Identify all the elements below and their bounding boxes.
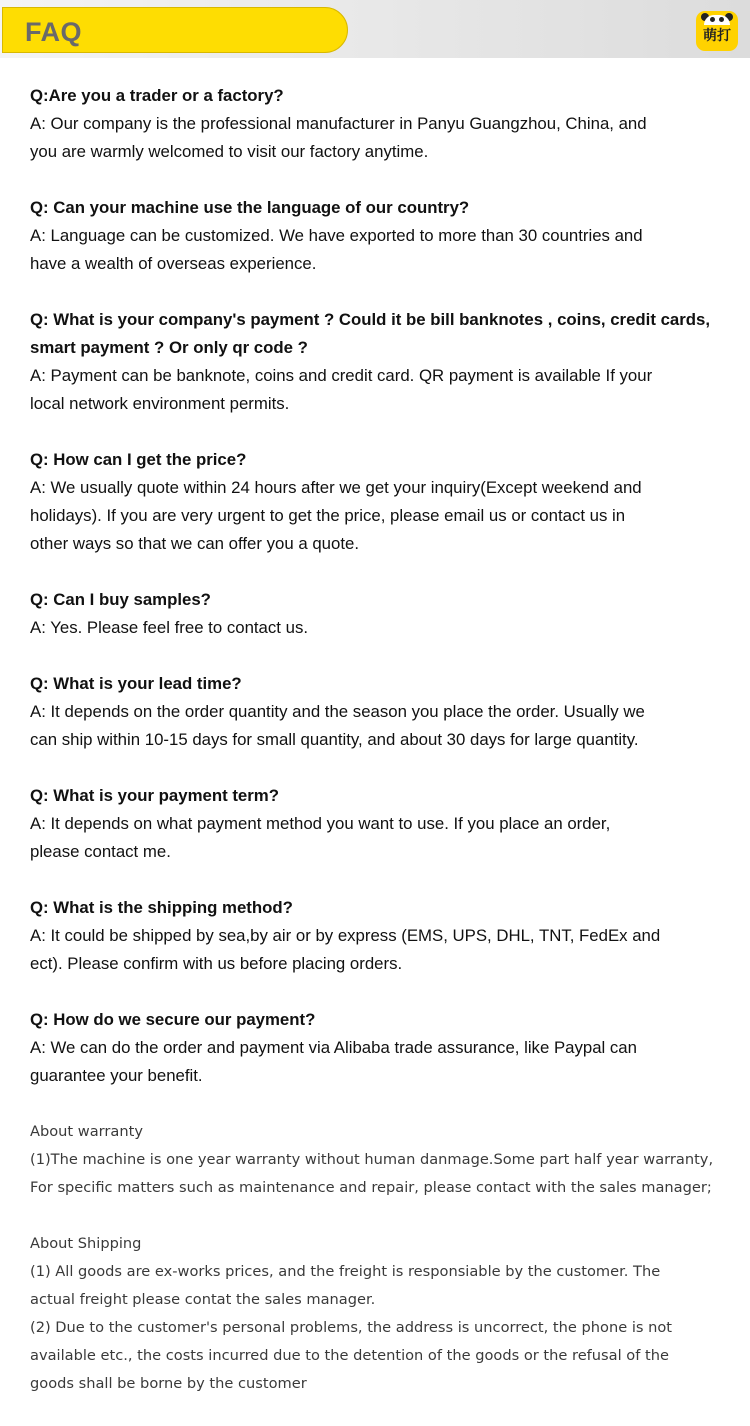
faq-content: [30, 82, 720, 1426]
shipping-section: [30, 1230, 720, 1398]
warranty-section: [30, 1118, 720, 1202]
faq-answer: A: We can do the order and payment via Alibaba trade assurance, like Paypal can guarantee your benefit.: [30, 1038, 637, 1085]
shipping-title: About Shipping: [30, 1235, 142, 1252]
policy-notes: [30, 1118, 720, 1398]
shipping-line: goods shall be borne by the customer: [30, 1375, 307, 1392]
header-bar: [0, 0, 750, 58]
warranty-line: (1)The machine is one year warranty without human danmage.Some part half year warranty,: [30, 1151, 714, 1168]
faq-item: [30, 1006, 720, 1090]
faq-answer: A: Payment can be banknote, coins and credit card. QR payment is available If your local network environment permits.: [30, 366, 653, 413]
faq-answer: A: It could be shipped by sea,by air or by express (EMS, UPS, DHL, TNT, FedEx and ect). Please confirm with us before placing orders.: [30, 926, 661, 973]
shipping-line: (2) Due to the customer's personal problems, the address is uncorrect, the phone is not: [30, 1319, 673, 1336]
faq-item: [30, 194, 720, 278]
shipping-line: available etc., the costs incurred due to the detention of the goods or the refusal of the: [30, 1347, 669, 1364]
warranty-title: About warranty: [30, 1123, 143, 1140]
faq-answer: A: It depends on the order quantity and the season you place the order. Usually we can ship within 10-15 days for small quantity, and about 30 days for large quantity.: [30, 702, 645, 749]
faq-answer: A: Our company is the professional manufacturer in Panyu Guangzhou, China, and you are warmly welcomed to visit our factory anytime.: [30, 114, 647, 161]
faq-answer: A: It depends on what payment method you want to use. If you place an order, please contact me.: [30, 814, 611, 861]
faq-item: [30, 670, 720, 754]
faq-question: Q:Are you a trader or a factory?: [30, 86, 284, 105]
faq-answer: A: We usually quote within 24 hours after we get your inquiry(Except weekend and holidays). If you are very urgent to get the price, please email us or contact us in other ways so that we can offer you a quote.: [30, 478, 642, 553]
faq-question: Q: Can I buy samples?: [30, 590, 211, 609]
faq-question: Q: What is your lead time?: [30, 674, 242, 693]
faq-answer: A: Language can be customized. We have exported to more than 30 countries and have a wealth of overseas experience.: [30, 226, 643, 273]
logo-text: 萌打: [703, 28, 731, 44]
faq-question: Q: What is the shipping method?: [30, 898, 293, 917]
faq-item: [30, 894, 720, 978]
faq-tab: [2, 7, 348, 53]
faq-item: [30, 446, 720, 558]
faq-question: Q: How do we secure our payment?: [30, 1010, 316, 1029]
faq-question: Q: What is your payment term?: [30, 786, 279, 805]
shipping-line: actual freight please contat the sales manager.: [30, 1291, 376, 1308]
brand-logo-icon: [696, 11, 738, 51]
faq-question: Q: How can I get the price?: [30, 450, 247, 469]
faq-item: [30, 586, 720, 642]
faq-answer: A: Yes. Please feel free to contact us.: [30, 618, 308, 637]
faq-question: Q: What is your company's payment ? Could it be bill banknotes , coins, credit cards, smart payment ? Or only qr code ?: [30, 310, 711, 357]
faq-item: [30, 82, 720, 166]
faq-item: [30, 782, 720, 866]
warranty-line: For specific matters such as maintenance and repair, please contact with the sales manager;: [30, 1179, 712, 1196]
shipping-line: (1) All goods are ex-works prices, and the freight is responsiable by the customer. The: [30, 1263, 661, 1280]
faq-question: Q: Can your machine use the language of our country?: [30, 198, 470, 217]
faq-item: [30, 306, 720, 418]
page-title: FAQ: [25, 17, 83, 47]
